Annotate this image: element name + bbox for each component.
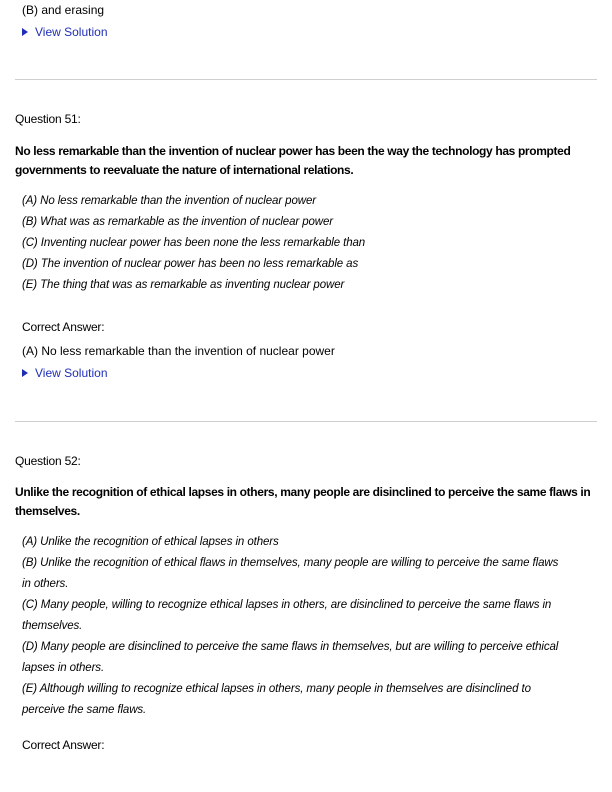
question-51-options — [22, 191, 365, 296]
view-solution-label: View Solution — [35, 25, 108, 39]
question-51-prompt-line: No less remarkable than the invention of nuclear power has been the way the technology has prompted — [15, 144, 571, 158]
previous-correct-answer: (B) and erasing — [22, 3, 105, 17]
option-e: (E) Although willing to recognize ethical lapses in others, many people in themselves are disinclined to — [22, 683, 531, 695]
question-52-prompt-line: themselves. — [15, 504, 80, 518]
option-d: (D) Many people are disinclined to perceive the same flaws in themselves, but are willing to perceive ethical — [22, 641, 559, 653]
option-a: (A) No less remarkable than the invention of nuclear power — [22, 195, 316, 207]
option-d: (D) The invention of nuclear power has been no less remarkable as — [22, 258, 359, 270]
option-c: (C) Many people, willing to recognize ethical lapses in others, are disinclined to perceive the same flaws in — [22, 599, 552, 611]
option-b-continued: in others. — [22, 578, 69, 590]
view-solution-link[interactable] — [22, 25, 108, 40]
question-51-prompt-line: governments to reevaluate the nature of international relations. — [15, 163, 354, 177]
option-e: (E) The thing that was as remarkable as inventing nuclear power — [22, 279, 345, 291]
question-51-prompt — [15, 142, 570, 180]
question-51-heading: Question 51: — [15, 112, 81, 126]
option-b: (B) Unlike the recognition of ethical flaws in themselves, many people are willing to perceive the same flaws — [22, 557, 559, 569]
correct-answer-value: (A) No less remarkable than the invention of nuclear power — [22, 344, 335, 358]
option-c-continued: themselves. — [22, 620, 83, 632]
option-e-continued: perceive the same flaws. — [22, 704, 147, 716]
option-a: (A) Unlike the recognition of ethical lapses in others — [22, 536, 279, 548]
option-b: (B) What was as remarkable as the invention of nuclear power — [22, 216, 334, 228]
section-divider — [15, 79, 597, 80]
question-52-prompt — [15, 483, 590, 521]
triangle-right-icon — [22, 369, 28, 377]
option-d-continued: lapses in others. — [22, 662, 105, 674]
question-52-prompt-line: Unlike the recognition of ethical lapses in others, many people are disinclined to perceive the same flaws in — [15, 485, 591, 499]
view-solution-label: View Solution — [35, 366, 108, 380]
correct-answer-label: Correct Answer: — [22, 738, 105, 752]
correct-answer-label: Correct Answer: — [22, 320, 105, 334]
view-solution-link[interactable] — [22, 366, 108, 381]
question-52-options — [22, 532, 558, 721]
section-divider — [15, 421, 597, 422]
question-52-heading: Question 52: — [15, 454, 81, 468]
option-c: (C) Inventing nuclear power has been none the less remarkable than — [22, 237, 366, 249]
triangle-right-icon — [22, 28, 28, 36]
